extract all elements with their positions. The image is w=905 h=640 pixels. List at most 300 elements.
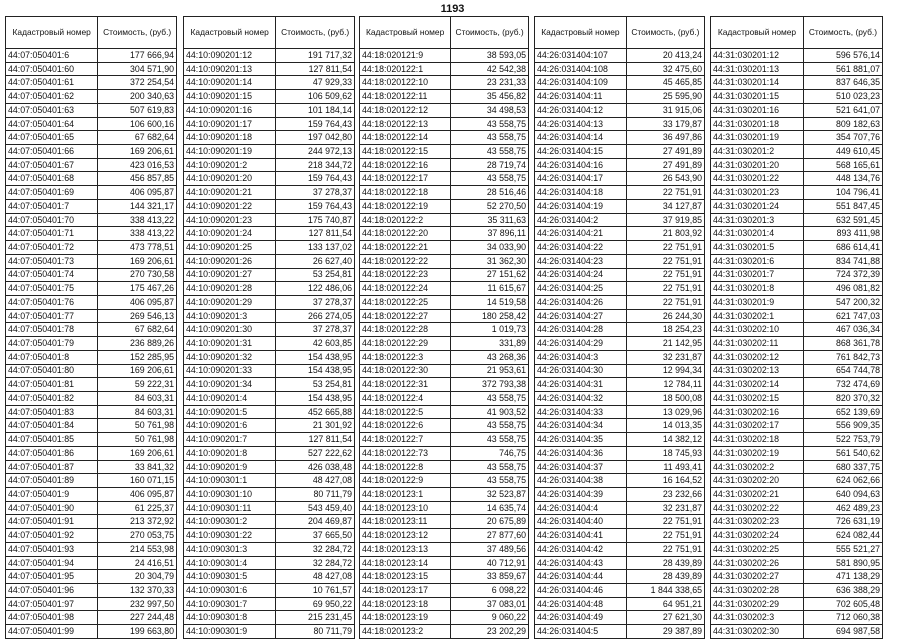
- cost-value: 48 427,08: [276, 474, 355, 488]
- cadastral-number: 44:18:020122:1: [360, 62, 451, 76]
- cadastral-number: 44:07:050401:97: [6, 597, 98, 611]
- cadastral-number: 44:31:030202:26: [711, 556, 804, 570]
- table-row: [535, 350, 705, 364]
- header-cost: Стоимость, (руб.): [803, 17, 882, 49]
- cadastral-number: 44:10:090201:28: [184, 282, 276, 296]
- cost-value: 106 600,16: [98, 117, 177, 131]
- cadastral-number: 44:10:090201:13: [184, 62, 276, 76]
- table-row: [535, 570, 705, 584]
- cost-value: 43 558,75: [451, 117, 529, 131]
- cadastral-number: 44:10:090301:3: [184, 542, 276, 556]
- table-row: [711, 254, 883, 268]
- cost-value: 122 486,06: [276, 282, 355, 296]
- cadastral-number: 44:10:090201:32: [184, 350, 276, 364]
- table-row: [184, 556, 355, 570]
- cost-value: 175 467,26: [98, 282, 177, 296]
- table-row: [184, 446, 355, 460]
- cadastral-number: 44:26:031404:4: [535, 501, 627, 515]
- cadastral-number: 44:26:031404:21: [535, 227, 627, 241]
- cadastral-number: 44:10:090201:27: [184, 268, 276, 282]
- cadastral-number: 44:31:030202:1: [711, 309, 804, 323]
- cadastral-number: 44:10:090301:9: [184, 625, 276, 639]
- cadastral-number: 44:26:031404:30: [535, 364, 627, 378]
- cadastral-number: 44:10:090201:21: [184, 186, 276, 200]
- cost-value: 561 881,07: [803, 62, 882, 76]
- cost-value: 127 811,54: [276, 433, 355, 447]
- cadastral-number: 44:18:020123:2: [360, 625, 451, 639]
- table-row: [184, 62, 355, 76]
- cadastral-number: 44:26:031404:12: [535, 103, 627, 117]
- cost-value: 27 151,62: [451, 268, 529, 282]
- cadastral-number: 44:31:030202:11: [711, 337, 804, 351]
- table-row: [711, 515, 883, 529]
- table-row: [6, 227, 177, 241]
- table-row: [535, 337, 705, 351]
- cadastral-number: 44:18:020122:13: [360, 117, 451, 131]
- cadastral-number: 44:07:050401:89: [6, 474, 98, 488]
- cost-value: 266 274,05: [276, 309, 355, 323]
- table-row: [6, 241, 177, 255]
- cost-value: 837 646,35: [803, 76, 882, 90]
- table-row: [6, 199, 177, 213]
- cadastral-number: 44:26:031404:40: [535, 515, 627, 529]
- cost-value: 624 062,66: [803, 474, 882, 488]
- cost-value: 133 137,02: [276, 241, 355, 255]
- table-row: [6, 556, 177, 570]
- table-row: [711, 419, 883, 433]
- header-cadastral: Кадастровый номер: [360, 17, 451, 49]
- table-row: [360, 62, 529, 76]
- cost-value: 732 474,69: [803, 378, 882, 392]
- cadastral-number: 44:07:050401:76: [6, 295, 98, 309]
- cost-value: 244 972,13: [276, 145, 355, 159]
- table-row: [535, 446, 705, 460]
- cost-value: 36 497,86: [626, 131, 704, 145]
- cadastral-number: 44:07:050401:72: [6, 241, 98, 255]
- table-row: [360, 556, 529, 570]
- table-row: [360, 241, 529, 255]
- cadastral-number: 44:18:020123:18: [360, 597, 451, 611]
- table-row: [535, 227, 705, 241]
- cadastral-number: 44:10:090201:24: [184, 227, 276, 241]
- cadastral-number: 44:07:050401:79: [6, 337, 98, 351]
- cadastral-number: 44:31:030201:16: [711, 103, 804, 117]
- cadastral-number: 44:10:090201:17: [184, 117, 276, 131]
- cadastral-number: 44:26:031404:32: [535, 391, 627, 405]
- table-row: [6, 213, 177, 227]
- cadastral-number: 44:07:050401:85: [6, 433, 98, 447]
- cost-value: 21 803,92: [626, 227, 704, 241]
- cost-value: 20 413,24: [626, 49, 704, 63]
- cadastral-number: 44:31:030202:25: [711, 542, 804, 556]
- table-row: [360, 90, 529, 104]
- cadastral-number: 44:07:050401:7: [6, 199, 98, 213]
- cadastral-number: 44:18:020122:15: [360, 145, 451, 159]
- cadastral-number: 44:18:020123:1: [360, 488, 451, 502]
- table-row: [360, 542, 529, 556]
- table-row: [360, 227, 529, 241]
- cadastral-number: 44:31:030201:9: [711, 295, 804, 309]
- cost-value: 101 184,14: [276, 103, 355, 117]
- cost-value: 169 206,61: [98, 254, 177, 268]
- cost-value: 43 558,75: [451, 419, 529, 433]
- cadastral-number: 44:10:090201:2: [184, 158, 276, 172]
- cost-value: 35 311,63: [451, 213, 529, 227]
- cadastral-number: 44:10:090201:22: [184, 199, 276, 213]
- cost-value: 232 997,50: [98, 597, 177, 611]
- table-row: [6, 337, 177, 351]
- header-cadastral: Кадастровый номер: [711, 17, 804, 49]
- cost-value: 34 033,90: [451, 241, 529, 255]
- table-row: [360, 282, 529, 296]
- cost-value: 28 719,74: [451, 158, 529, 172]
- table-row: [711, 199, 883, 213]
- cadastral-number: 44:07:050401:65: [6, 131, 98, 145]
- table-row: [6, 542, 177, 556]
- cost-table-3: [359, 16, 529, 639]
- cost-value: 555 521,27: [803, 542, 882, 556]
- cadastral-number: 44:10:090201:5: [184, 405, 276, 419]
- cost-value: 33 179,87: [626, 117, 704, 131]
- cadastral-number: 44:10:090201:8: [184, 446, 276, 460]
- cost-value: 471 138,29: [803, 570, 882, 584]
- cadastral-number: 44:10:090201:6: [184, 419, 276, 433]
- cadastral-number: 44:07:050401:86: [6, 446, 98, 460]
- table-row: [711, 556, 883, 570]
- cost-value: 199 663,80: [98, 625, 177, 639]
- cadastral-number: 44:26:031404:36: [535, 446, 627, 460]
- cadastral-number: 44:26:031404:46: [535, 584, 627, 598]
- cadastral-number: 44:31:030201:3: [711, 213, 804, 227]
- cadastral-number: 44:07:050401:62: [6, 90, 98, 104]
- cadastral-number: 44:26:031404:31: [535, 378, 627, 392]
- cadastral-number: 44:31:030201:7: [711, 268, 804, 282]
- table-row: [184, 474, 355, 488]
- cost-value: 568 165,61: [803, 158, 882, 172]
- cost-value: 14 635,74: [451, 501, 529, 515]
- cadastral-number: 44:10:090201:20: [184, 172, 276, 186]
- cost-value: 624 082,44: [803, 529, 882, 543]
- table-row: [535, 542, 705, 556]
- cadastral-number: 44:31:030202:14: [711, 378, 804, 392]
- table-row: [360, 172, 529, 186]
- table-row: [711, 597, 883, 611]
- cost-value: 37 665,50: [276, 529, 355, 543]
- table-row: [535, 131, 705, 145]
- cadastral-number: 44:31:030201:6: [711, 254, 804, 268]
- cadastral-number: 44:10:090201:26: [184, 254, 276, 268]
- cadastral-number: 44:26:031404:16: [535, 158, 627, 172]
- cost-value: 160 071,15: [98, 474, 177, 488]
- page-number: 1193: [440, 3, 465, 15]
- table-row: [184, 145, 355, 159]
- cadastral-number: 44:07:050401:98: [6, 611, 98, 625]
- cadastral-number: 44:10:090301:7: [184, 597, 276, 611]
- table-row: [6, 515, 177, 529]
- cadastral-number: 44:10:090201:18: [184, 131, 276, 145]
- cadastral-number: 44:18:020122:18: [360, 186, 451, 200]
- cost-value: 37 919,85: [626, 213, 704, 227]
- cadastral-number: 44:07:050401:66: [6, 145, 98, 159]
- table-row: [184, 570, 355, 584]
- header-cadastral: Кадастровый номер: [6, 17, 98, 49]
- cadastral-number: 44:07:050401:70: [6, 213, 98, 227]
- table-row: [360, 117, 529, 131]
- table-row: [711, 103, 883, 117]
- table-row: [360, 295, 529, 309]
- cadastral-number: 44:10:090201:29: [184, 295, 276, 309]
- cost-value: 61 225,37: [98, 501, 177, 515]
- cadastral-number: 44:26:031404:109: [535, 76, 627, 90]
- table-row: [711, 90, 883, 104]
- cadastral-number: 44:07:050401:92: [6, 529, 98, 543]
- cadastral-number: 44:10:090201:31: [184, 337, 276, 351]
- table-row: [184, 227, 355, 241]
- cost-value: 27 491,89: [626, 145, 704, 159]
- cadastral-number: 44:26:031404:22: [535, 241, 627, 255]
- cost-value: 32 231,87: [626, 501, 704, 515]
- cadastral-number: 44:26:031404:26: [535, 295, 627, 309]
- cost-value: 33 841,32: [98, 460, 177, 474]
- cost-value: 338 413,22: [98, 227, 177, 241]
- table-row: [711, 474, 883, 488]
- cadastral-number: 44:07:050401:75: [6, 282, 98, 296]
- table-row: [6, 103, 177, 117]
- cost-table-2: [183, 16, 355, 639]
- cost-value: 27 491,89: [626, 158, 704, 172]
- table-row: [184, 405, 355, 419]
- cost-value: 473 778,51: [98, 241, 177, 255]
- cost-value: 372 793,38: [451, 378, 529, 392]
- cadastral-number: 44:31:030202:24: [711, 529, 804, 543]
- cost-value: 32 284,72: [276, 556, 355, 570]
- table-row: [535, 76, 705, 90]
- cadastral-number: 44:18:020122:73: [360, 446, 451, 460]
- header-cost: Стоимость, (руб.): [98, 17, 177, 49]
- cost-value: 34 498,53: [451, 103, 529, 117]
- cost-value: 21 953,61: [451, 364, 529, 378]
- cadastral-number: 44:18:020123:13: [360, 542, 451, 556]
- cadastral-number: 44:10:090201:9: [184, 460, 276, 474]
- cadastral-number: 44:31:030201:2: [711, 145, 804, 159]
- table-row: [6, 378, 177, 392]
- cost-value: 29 387,89: [626, 625, 704, 639]
- table-row: [360, 419, 529, 433]
- cost-value: 84 603,31: [98, 405, 177, 419]
- cost-value: 22 751,91: [626, 542, 704, 556]
- cadastral-number: 44:18:020122:20: [360, 227, 451, 241]
- table-row: [6, 90, 177, 104]
- cost-value: 37 489,56: [451, 542, 529, 556]
- cost-value: 406 095,87: [98, 295, 177, 309]
- cadastral-number: 44:26:031404:35: [535, 433, 627, 447]
- table-row: [184, 309, 355, 323]
- cadastral-number: 44:31:030201:18: [711, 117, 804, 131]
- table-row: [6, 419, 177, 433]
- cost-value: 761 842,73: [803, 350, 882, 364]
- cadastral-number: 44:18:020122:17: [360, 172, 451, 186]
- cost-value: 22 751,91: [626, 282, 704, 296]
- table-row: [6, 501, 177, 515]
- table-row: [535, 295, 705, 309]
- cost-value: 40 712,91: [451, 556, 529, 570]
- cadastral-number: 44:18:020122:27: [360, 309, 451, 323]
- cost-value: 561 540,62: [803, 446, 882, 460]
- cost-value: 26 627,40: [276, 254, 355, 268]
- table-row: [184, 199, 355, 213]
- table-row: [6, 570, 177, 584]
- table-row: [711, 350, 883, 364]
- table-row: [535, 474, 705, 488]
- table-row: [535, 62, 705, 76]
- cost-value: 43 558,75: [451, 131, 529, 145]
- cost-value: 106 509,62: [276, 90, 355, 104]
- cost-value: 9 060,22: [451, 611, 529, 625]
- cadastral-number: 44:18:020122:25: [360, 295, 451, 309]
- table-row: [6, 117, 177, 131]
- cost-value: 34 127,87: [626, 199, 704, 213]
- table-row: [360, 597, 529, 611]
- cadastral-number: 44:18:020122:21: [360, 241, 451, 255]
- table-row: [184, 49, 355, 63]
- cadastral-number: 44:10:090201:19: [184, 145, 276, 159]
- table-row: [711, 158, 883, 172]
- cadastral-number: 44:18:020123:11: [360, 515, 451, 529]
- cost-value: 452 665,88: [276, 405, 355, 419]
- cadastral-number: 44:07:050401:90: [6, 501, 98, 515]
- cost-value: 18 500,08: [626, 391, 704, 405]
- cost-value: 227 244,48: [98, 611, 177, 625]
- cadastral-number: 44:31:030202:21: [711, 488, 804, 502]
- cost-value: 11 493,41: [626, 460, 704, 474]
- table-row: [360, 391, 529, 405]
- cost-value: 23 232,66: [626, 488, 704, 502]
- table-row: [6, 597, 177, 611]
- cadastral-number: 44:10:090301:6: [184, 584, 276, 598]
- table-row: [711, 268, 883, 282]
- cadastral-number: 44:07:050401:99: [6, 625, 98, 639]
- cadastral-number: 44:26:031404:49: [535, 611, 627, 625]
- cadastral-number: 44:18:020122:2: [360, 213, 451, 227]
- cadastral-number: 44:26:031404:5: [535, 625, 627, 639]
- table-row: [711, 584, 883, 598]
- cadastral-number: 44:07:050401:87: [6, 460, 98, 474]
- table-row: [184, 584, 355, 598]
- table-row: [711, 172, 883, 186]
- cadastral-number: 44:26:031404:44: [535, 570, 627, 584]
- table-row: [360, 158, 529, 172]
- cost-value: 694 987,58: [803, 625, 882, 639]
- table-row: [6, 282, 177, 296]
- table-row: [711, 378, 883, 392]
- cadastral-number: 44:26:031404:42: [535, 542, 627, 556]
- table-row: [535, 419, 705, 433]
- table-row: [535, 597, 705, 611]
- cadastral-number: 44:10:090201:3: [184, 309, 276, 323]
- table-row: [711, 501, 883, 515]
- cost-value: 746,75: [451, 446, 529, 460]
- table-row: [535, 158, 705, 172]
- table-row: [6, 364, 177, 378]
- table-row: [6, 62, 177, 76]
- cadastral-number: 44:10:090201:23: [184, 213, 276, 227]
- cost-value: 372 254,54: [98, 76, 177, 90]
- table-row: [184, 611, 355, 625]
- cost-value: 893 411,98: [803, 227, 882, 241]
- cadastral-number: 44:31:030202:17: [711, 419, 804, 433]
- cadastral-number: 44:26:031404:14: [535, 131, 627, 145]
- cost-value: 652 139,69: [803, 405, 882, 419]
- cost-value: 42 603,85: [276, 337, 355, 351]
- table-row: [6, 584, 177, 598]
- cadastral-number: 44:26:031404:33: [535, 405, 627, 419]
- table-row: [184, 433, 355, 447]
- header-cost: Стоимость, (руб.): [276, 17, 355, 49]
- cost-value: 640 094,63: [803, 488, 882, 502]
- cadastral-number: 44:31:030201:5: [711, 241, 804, 255]
- table-row: [535, 117, 705, 131]
- cadastral-number: 44:10:090301:8: [184, 611, 276, 625]
- cost-value: 32 523,87: [451, 488, 529, 502]
- cost-value: 23 231,33: [451, 76, 529, 90]
- cadastral-number: 44:07:050401:95: [6, 570, 98, 584]
- cost-value: 547 200,32: [803, 295, 882, 309]
- cost-value: 69 950,22: [276, 597, 355, 611]
- cadastral-number: 44:18:020123:15: [360, 570, 451, 584]
- cost-value: 18 254,23: [626, 323, 704, 337]
- cadastral-number: 44:26:031404:29: [535, 337, 627, 351]
- cost-value: 37 896,11: [451, 227, 529, 241]
- table-row: [711, 131, 883, 145]
- cost-value: 32 284,72: [276, 542, 355, 556]
- cost-value: 197 042,80: [276, 131, 355, 145]
- cost-value: 50 761,98: [98, 433, 177, 447]
- cadastral-number: 44:31:030201:22: [711, 172, 804, 186]
- cadastral-number: 44:07:050401:84: [6, 419, 98, 433]
- cost-value: 1 844 338,65: [626, 584, 704, 598]
- cost-value: 20 304,79: [98, 570, 177, 584]
- cadastral-number: 44:10:090201:15: [184, 90, 276, 104]
- table-row: [711, 405, 883, 419]
- cost-value: 152 285,95: [98, 350, 177, 364]
- cost-value: 581 890,95: [803, 556, 882, 570]
- table-row: [711, 529, 883, 543]
- table-row: [6, 460, 177, 474]
- table-row: [711, 49, 883, 63]
- cost-value: 43 558,75: [451, 172, 529, 186]
- cost-value: 270 730,58: [98, 268, 177, 282]
- cost-value: 406 095,87: [98, 186, 177, 200]
- cost-value: 22 751,91: [626, 268, 704, 282]
- cost-value: 496 081,82: [803, 282, 882, 296]
- cadastral-number: 44:10:090201:30: [184, 323, 276, 337]
- table-row: [360, 199, 529, 213]
- cost-value: 47 929,33: [276, 76, 355, 90]
- cadastral-number: 44:07:050401:9: [6, 488, 98, 502]
- table-row: [711, 62, 883, 76]
- cost-value: 80 711,79: [276, 488, 355, 502]
- cadastral-number: 44:10:090201:34: [184, 378, 276, 392]
- table-row: [360, 268, 529, 282]
- cost-value: 23 202,29: [451, 625, 529, 639]
- cost-value: 38 593,05: [451, 49, 529, 63]
- cost-value: 543 459,40: [276, 501, 355, 515]
- cost-value: 22 751,91: [626, 295, 704, 309]
- table-row: [360, 309, 529, 323]
- cadastral-number: 44:18:020122:31: [360, 378, 451, 392]
- table-row: [6, 295, 177, 309]
- table-row: [6, 76, 177, 90]
